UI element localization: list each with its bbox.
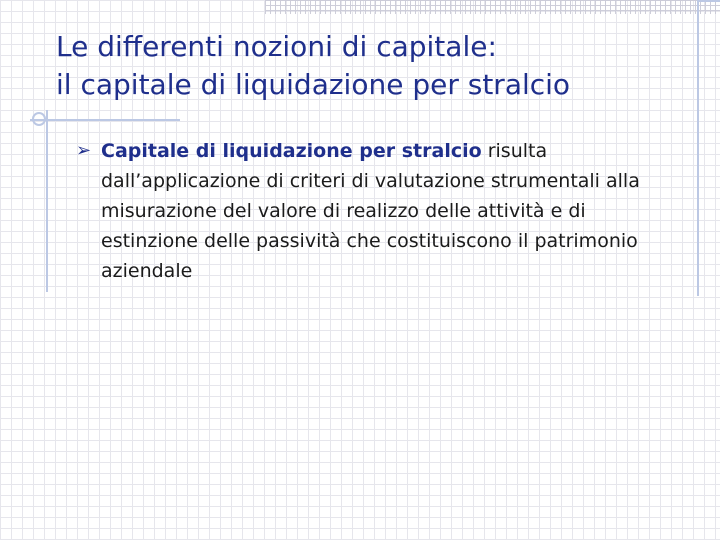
slide-title	[56, 28, 696, 104]
slide-title-line-1: Le differenti nozioni di capitale:	[56, 30, 497, 63]
circle-icon	[32, 112, 46, 126]
slide-title-line-2: il capitale di liquidazione per stralcio	[56, 68, 571, 101]
bullet-item	[76, 136, 676, 286]
bullet-description: risulta dall’applicazione di criteri di valutazione strumentali alla misurazione del valore di realizzo delle attività e di estinzione delle passività che costituiscono il patrimonio aziendale	[101, 140, 640, 282]
decorative-corner-line	[697, 0, 720, 2]
decorative-grid-band	[265, 0, 720, 14]
decorative-right-line	[697, 0, 699, 296]
decorative-left-line	[46, 110, 48, 292]
bullet-bold-term: Capitale di liquidazione per stralcio	[101, 140, 482, 162]
bullet-text	[101, 136, 676, 286]
decorative-title-rule	[30, 119, 180, 121]
arrow-right-icon: ➢	[76, 140, 92, 161]
